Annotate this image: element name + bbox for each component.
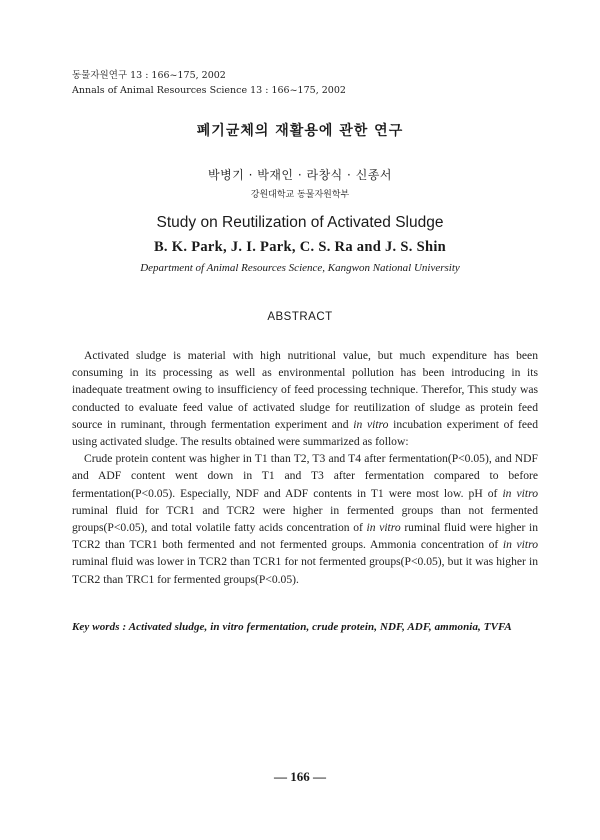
english-title: Study on Reutilization of Activated Sludge [156, 214, 444, 231]
abstract-text: Activated sludge is material with high nutritional value, but much expenditure has been consuming in its processing as well as environmental pollution has been introducing in its inadequate treatment owing to insufficiency of feed processing technique. Therefor, This study was conducted to evaluate feed value of activated sludge for reutilization of sludge as protein feed source in ruminant, through fermentation experiment and [72, 349, 538, 431]
english-affiliation: Department of Animal Resources Science, Kangwon National University [140, 262, 460, 274]
keywords: Key words : Activated sludge, in vitro fermentation, crude protein, NDF, ADF, ammonia, TVFA [72, 621, 512, 633]
abstract-italic-term: in vitro [502, 538, 539, 552]
running-header-english: Annals of Animal Resources Science 13 : 166~175, 2002 [72, 85, 346, 96]
korean-authors: 박병기 · 박재인 · 라창식 · 신종서 [208, 168, 392, 182]
abstract-text: incubation experiment of feed using activated sludge. The results obtained were summarized as follow: [72, 417, 538, 449]
abstract-heading: ABSTRACT [267, 311, 333, 323]
abstract-italic-term: in vitro [502, 486, 538, 500]
abstract-paragraph-2 [72, 450, 538, 588]
abstract-paragraph-1 [72, 347, 538, 450]
english-authors: B. K. Park, J. I. Park, C. S. Ra and J. S. Shin [153, 239, 447, 255]
page-number: — 166 — [274, 769, 326, 784]
korean-affiliation: 강원대학교 동물자원학부 [250, 190, 350, 200]
abstract-text: ruminal fluid were higher in TCR2 than TCR1 both fermented and not fermented groups. Ammonia concentration of [72, 521, 538, 552]
running-header [72, 68, 346, 98]
abstract-italic-term: in vitro [366, 521, 401, 535]
abstract-text: ruminal fluid for TCR1 and TCR2 were higher in fermented groups than not fermented groups(P<0.05), and total volatile fatty acids concentration of [72, 503, 538, 535]
abstract-text: Crude protein content was higher in T1 than T2, T3 and T4 after fermentation(P<0.05), and NDF and ADF content went down in T1 and T3 after fermentation compared to before fermentation(P<0.05). Especially, NDF and ADF contents in T1 were most low. pH of [72, 452, 538, 500]
running-header-korean: 동물자원연구 13 : 166~175, 2002 [72, 70, 226, 81]
korean-title: 폐기균체의 재활용에 관한 연구 [196, 123, 404, 139]
abstract-italic-term: in vitro [353, 417, 389, 431]
abstract-body [72, 347, 538, 588]
abstract-text: ruminal fluid was lower in TCR2 than TCR1 for not fermented groups(P<0.05), but it was higher in TCR2 than TRC1 for fermented groups(P<0.05). [72, 555, 538, 586]
